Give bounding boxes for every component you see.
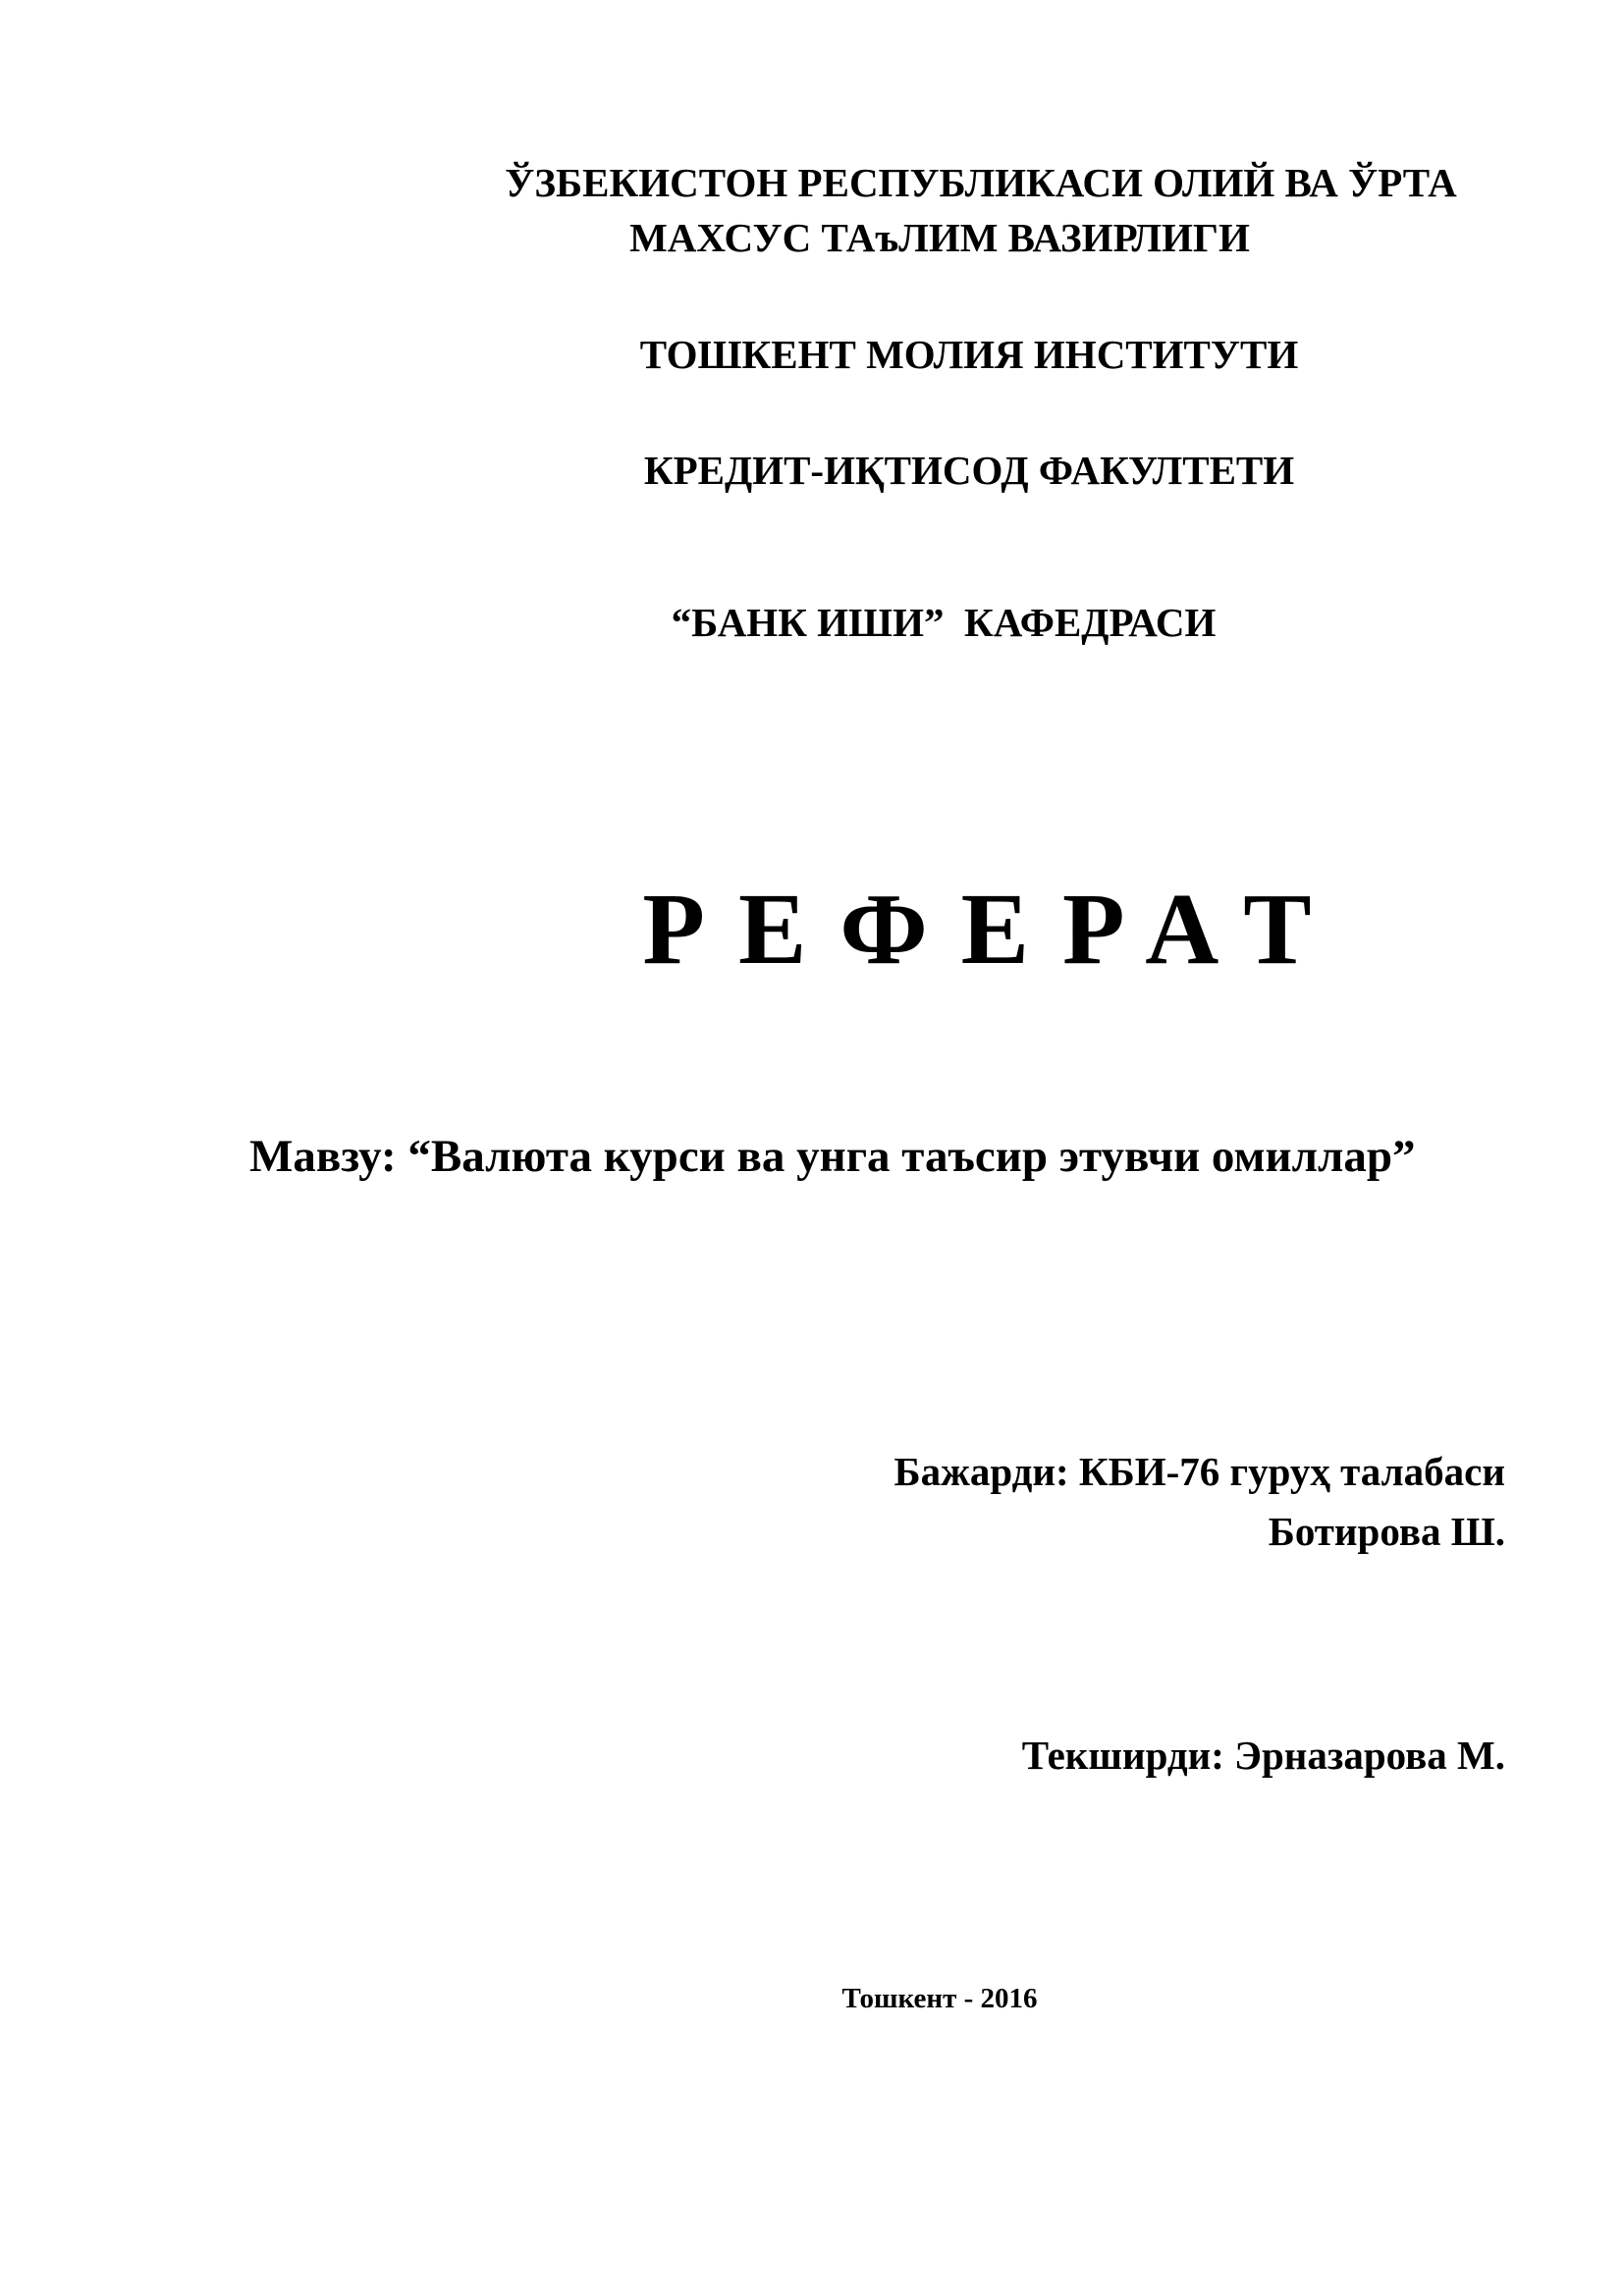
reviewer: Текширди: Эрназарова М. — [1021, 1733, 1505, 1778]
footer-city-year: Тошкент - 2016 — [841, 1983, 1038, 2014]
ministry-title-line1: ЎЗБЕКИСТОН РЕСПУБЛИКАСИ ОЛИЙ ВА ЎРТА — [505, 160, 1457, 205]
topic-line: Мавзу: “Валюта курси ва унга таъсир этувчи омиллар” — [249, 1131, 1416, 1182]
student-name: Ботирова Ш. — [1268, 1509, 1505, 1554]
department-name: “БАНК ИШИ” КАФЕДРАСИ — [671, 600, 1217, 645]
document-title: РЕФЕРАТ — [642, 873, 1345, 986]
faculty-name: КРЕДИТ-ИҚТИСОД ФАКУЛТЕТИ — [643, 448, 1295, 493]
institute-name: ТОШКЕНТ МОЛИЯ ИНСТИТУТИ — [639, 332, 1299, 377]
performed-by: Бажарди: КБИ-76 гуруҳ талабаси — [893, 1449, 1505, 1494]
ministry-title-line2: МАХСУС ТАъЛИМ ВАЗИРЛИГИ — [629, 215, 1250, 260]
